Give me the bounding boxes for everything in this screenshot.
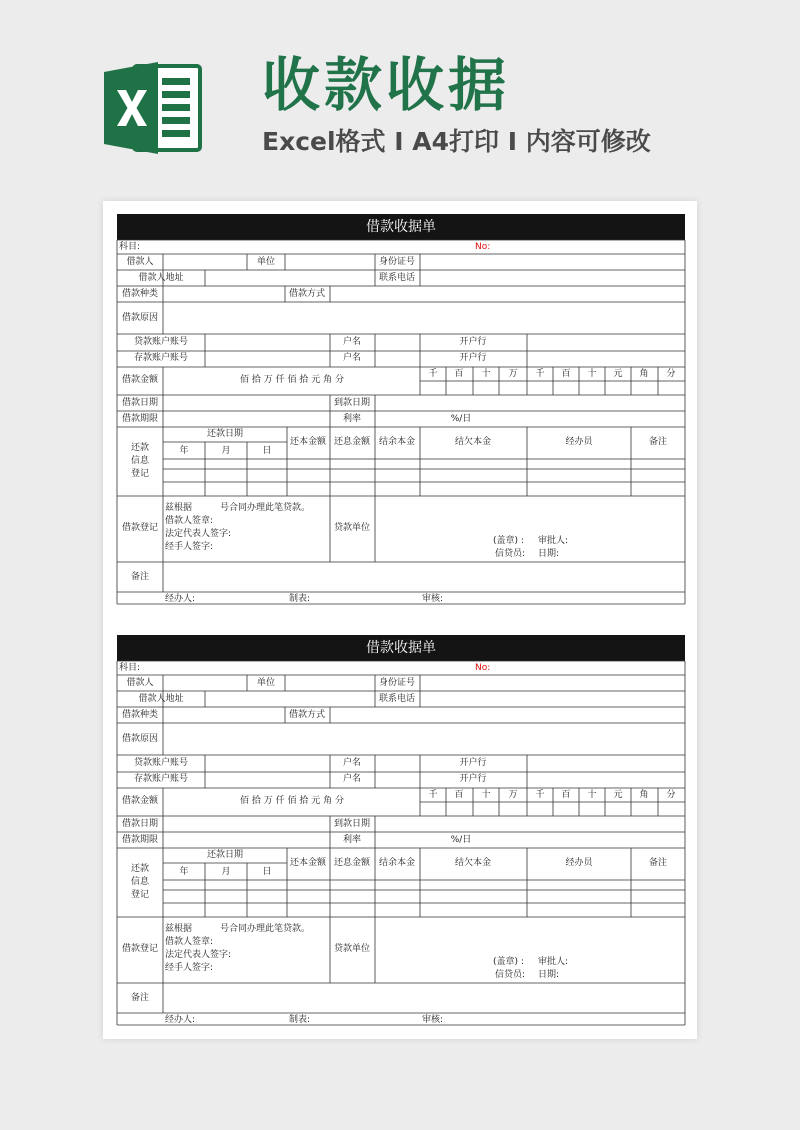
principal-repaid-header: 还本金额 [289,858,327,868]
interest-rate-label: 利率 [342,414,362,424]
digit-label: 百 [561,790,571,800]
digit-label: 十 [481,790,491,800]
contract-text: 号合同办理此笔贷款。 [220,503,311,513]
owed-principal-header: 结欠本金 [454,437,492,447]
loan-type-label: 借款种类 [121,289,159,299]
owed-principal-header: 结欠本金 [454,858,492,868]
loan-term-label: 借款期限 [121,835,159,845]
digit-label: 元 [613,369,623,379]
bank-label: 开户行 [459,758,487,768]
date-label: 日期: [538,970,560,980]
interest-rate-label: 利率 [342,835,362,845]
legal-rep-sign-label: 法定代表人签字: [165,529,232,539]
rate-unit-label: %/日 [450,414,472,424]
account-name-label: 户名 [342,337,362,347]
lender-unit-label: 贷款单位 [333,944,371,954]
unit-label: 单位 [256,257,276,267]
loan-term-label: 借款期限 [121,414,159,424]
repay-info-label: 还款 [130,443,150,453]
digit-label: 万 [508,369,518,379]
subject-label: 科目: [119,663,141,673]
remark-header: 备注 [648,858,668,868]
number-label: No: [475,663,491,673]
loan-reason-label: 借款原因 [121,734,159,744]
principal-repaid-header: 还本金额 [289,437,327,447]
balance-header: 结余本金 [378,858,416,868]
digit-label: 元 [613,790,623,800]
interest-repaid-header: 还息金额 [333,858,371,868]
month-header: 月 [221,446,231,456]
digit-label: 十 [587,790,597,800]
seal-label: (盖章) : [493,536,524,546]
digit-label: 角 [639,369,649,379]
repay-info-label: 还款 [130,864,150,874]
loan-account-label: 贷款账户账号 [133,337,189,347]
account-name-label: 户名 [342,353,362,363]
remarks-label: 备注 [130,572,150,582]
digit-label: 万 [508,790,518,800]
digit-label: 十 [587,369,597,379]
lender-unit-label: 贷款单位 [333,523,371,533]
loan-account-label: 贷款账户账号 [133,758,189,768]
borrower-address-label: 借款人地址 [138,694,184,704]
bank-label: 开户行 [459,353,487,363]
unit-label: 单位 [256,678,276,688]
deposit-account-label: 存款账户账号 [133,774,189,784]
footer-auditor-label: 审核: [422,1015,444,1025]
digit-label: 百 [454,369,464,379]
repay-info-label: 信息 [130,877,150,887]
digit-label: 千 [428,369,438,379]
account-name-label: 户名 [342,774,362,784]
amount-units-label: 佰 拾 万 仟 佰 拾 元 角 分 [240,375,344,385]
loan-register-label: 借款登记 [121,523,159,533]
footer-handler-label: 经办人: [165,1015,196,1025]
interest-repaid-header: 还息金额 [333,437,371,447]
borrower-address-label: 借款人地址 [138,273,184,283]
footer-auditor-label: 审核: [422,594,444,604]
bank-label: 开户行 [459,774,487,784]
handler-header: 经办员 [565,858,593,868]
loan-date-label: 借款日期 [121,398,159,408]
digit-label: 角 [639,790,649,800]
borrower-label: 借款人 [126,257,154,267]
due-date-label: 到款日期 [333,819,371,829]
id-number-label: 身份证号 [378,257,416,267]
repay-date-header: 还款日期 [206,429,244,439]
digit-label: 千 [428,790,438,800]
borrower-sign-label: 借款人签章: [165,937,214,947]
page-header [0,0,800,200]
form-title: 借款收据单 [117,635,685,661]
form-title: 借款收据单 [117,214,685,240]
subject-label: 科目: [119,242,141,252]
per-contract-text: 兹根据 [165,924,193,934]
loan-receipt-form [117,635,685,1027]
footer-maker-label: 制表: [289,1015,311,1025]
approver-label: 审批人: [538,957,569,967]
seal-label: (盖章) : [493,957,524,967]
bank-label: 开户行 [459,337,487,347]
borrower-label: 借款人 [126,678,154,688]
loan-register-label: 借款登记 [121,944,159,954]
phone-label: 联系电话 [378,694,416,704]
footer-handler-label: 经办人: [165,594,196,604]
loan-reason-label: 借款原因 [121,313,159,323]
excel-icon [104,62,202,154]
day-header: 日 [262,446,272,456]
digit-label: 分 [666,369,676,379]
rate-unit-label: %/日 [450,835,472,845]
loan-date-label: 借款日期 [121,819,159,829]
digit-label: 百 [454,790,464,800]
balance-header: 结余本金 [378,437,416,447]
digit-label: 千 [535,790,545,800]
repay-info-label: 信息 [130,456,150,466]
number-label: No: [475,242,491,252]
repay-info-label: 登记 [130,469,150,479]
month-header: 月 [221,867,231,877]
day-header: 日 [262,867,272,877]
legal-rep-sign-label: 法定代表人签字: [165,950,232,960]
deposit-account-label: 存款账户账号 [133,353,189,363]
date-label: 日期: [538,549,560,559]
digit-label: 百 [561,369,571,379]
page-subtitle: Excel格式 Ⅰ A4打印 Ⅰ 内容可修改 [262,127,651,156]
per-contract-text: 兹根据 [165,503,193,513]
remarks-label: 备注 [130,993,150,1003]
credit-officer-label: 信贷员: [495,970,526,980]
due-date-label: 到款日期 [333,398,371,408]
year-header: 年 [179,867,189,877]
account-name-label: 户名 [342,758,362,768]
loan-receipt-form [117,214,685,606]
credit-officer-label: 信贷员: [495,549,526,559]
loan-amount-label: 借款金额 [121,375,159,385]
year-header: 年 [179,446,189,456]
loan-method-label: 借款方式 [288,710,326,720]
loan-method-label: 借款方式 [288,289,326,299]
digit-label: 十 [481,369,491,379]
repay-date-header: 还款日期 [206,850,244,860]
footer-maker-label: 制表: [289,594,311,604]
contract-text: 号合同办理此笔贷款。 [220,924,311,934]
handler-header: 经办员 [565,437,593,447]
borrower-sign-label: 借款人签章: [165,516,214,526]
digit-label: 分 [666,790,676,800]
id-number-label: 身份证号 [378,678,416,688]
page-title: 收款收据 [262,51,511,119]
digit-label: 千 [535,369,545,379]
loan-amount-label: 借款金额 [121,796,159,806]
remark-header: 备注 [648,437,668,447]
agent-sign-label: 经手人签字: [165,963,214,973]
phone-label: 联系电话 [378,273,416,283]
loan-type-label: 借款种类 [121,710,159,720]
agent-sign-label: 经手人签字: [165,542,214,552]
repay-info-label: 登记 [130,890,150,900]
amount-units-label: 佰 拾 万 仟 佰 拾 元 角 分 [240,796,344,806]
approver-label: 审批人: [538,536,569,546]
